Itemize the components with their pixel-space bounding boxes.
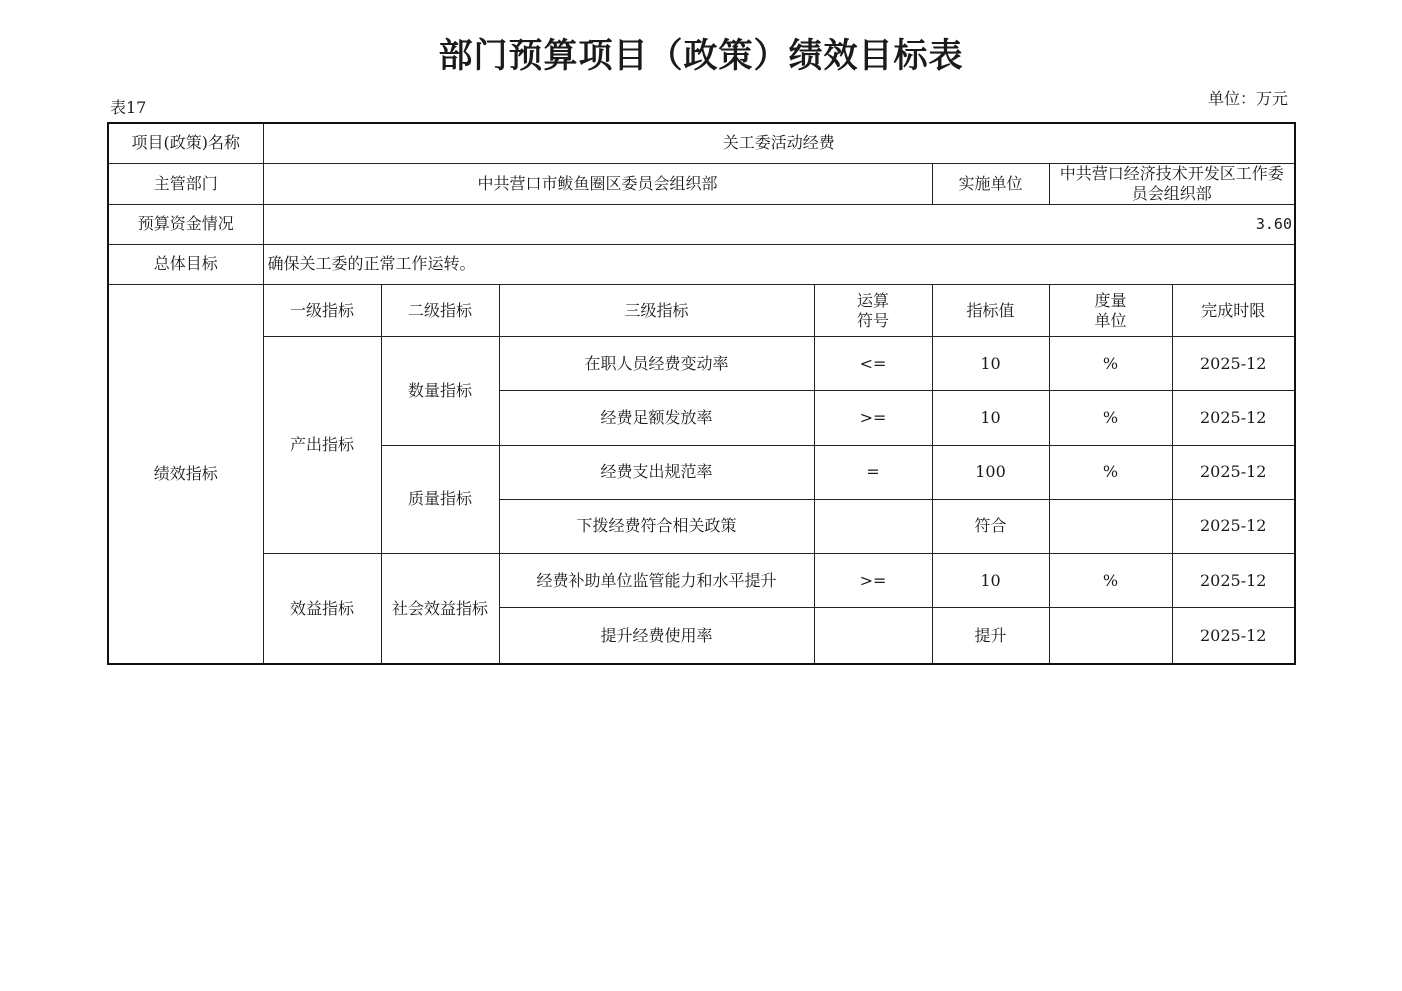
overall-goal-row	[108, 244, 1295, 284]
unit-label: 单位：万元	[1208, 89, 1289, 108]
indicator-deadline: 2025-12	[1172, 554, 1295, 608]
indicator-name: 经费支出规范率	[499, 445, 814, 499]
indicator-value: 100	[932, 445, 1049, 499]
indicator-deadline: 2025-12	[1172, 337, 1295, 391]
indicator-name: 经费补助单位监管能力和水平提升	[499, 554, 814, 608]
header-unit	[1049, 285, 1172, 337]
page-title: 部门预算项目（政策）绩效目标表	[438, 36, 964, 76]
budget-row	[108, 204, 1295, 244]
social-benefit-indicator-group: 社会效益指标	[381, 554, 499, 665]
implementing-unit-label: 实施单位	[932, 163, 1049, 204]
output-indicator-group: 产出指标	[263, 337, 381, 554]
indicator-name: 下拨经费符合相关政策	[499, 499, 814, 553]
indicator-value: 提升	[932, 608, 1049, 664]
header-operator-line1: 运算	[856, 290, 889, 310]
department-row	[108, 163, 1295, 204]
indicator-value: 符合	[932, 499, 1049, 553]
project-name-value: 关工委活动经费	[263, 123, 1295, 163]
indicator-value: 10	[932, 391, 1049, 445]
indicator-operator: <=	[814, 337, 932, 391]
header-level1: 一级指标	[263, 285, 381, 337]
indicator-deadline: 2025-12	[1172, 499, 1295, 553]
overall-goal-value: 确保关工委的正常工作运转。	[263, 244, 1295, 284]
header-operator-line2: 符号	[856, 310, 889, 330]
indicator-name: 提升经费使用率	[499, 608, 814, 664]
indicator-name: 经费足额发放率	[499, 391, 814, 445]
header-operator	[814, 285, 932, 337]
project-name-row	[108, 123, 1295, 163]
overall-goal-label: 总体目标	[108, 244, 263, 284]
indicator-unit	[1049, 499, 1172, 553]
header-deadline: 完成时限	[1172, 285, 1295, 337]
indicator-deadline: 2025-12	[1172, 445, 1295, 499]
implementing-unit-value: 中共营口经济技术开发区工作委员会组织部	[1049, 163, 1295, 204]
header-level3: 三级指标	[499, 285, 814, 337]
header-level2: 二级指标	[381, 285, 499, 337]
indicator-operator	[814, 608, 932, 664]
table-row	[108, 554, 1295, 608]
header-unit-line2: 单位	[1094, 310, 1127, 330]
department-value: 中共营口市鲅鱼圈区委员会组织部	[263, 163, 932, 204]
indicator-deadline: 2025-12	[1172, 391, 1295, 445]
indicator-name: 在职人员经费变动率	[499, 337, 814, 391]
indicator-header-row	[108, 285, 1295, 337]
table-number: 表17	[110, 98, 147, 117]
indicator-value: 10	[932, 554, 1049, 608]
indicator-unit: %	[1049, 337, 1172, 391]
performance-target-table	[107, 122, 1296, 665]
indicator-unit: %	[1049, 391, 1172, 445]
indicator-deadline: 2025-12	[1172, 608, 1295, 664]
table-row	[108, 337, 1295, 391]
project-name-label: 项目(政策)名称	[108, 123, 263, 163]
quantity-indicator-group: 数量指标	[381, 337, 499, 445]
indicator-unit: %	[1049, 445, 1172, 499]
quality-indicator-group: 质量指标	[381, 445, 499, 553]
department-label: 主管部门	[108, 163, 263, 204]
budget-value: 3.60	[263, 204, 1295, 244]
benefit-indicator-group: 效益指标	[263, 554, 381, 665]
indicator-operator: =	[814, 445, 932, 499]
budget-label: 预算资金情况	[108, 204, 263, 244]
indicator-operator: >=	[814, 391, 932, 445]
performance-indicators-label: 绩效指标	[108, 285, 263, 664]
indicator-operator: >=	[814, 554, 932, 608]
header-unit-line1: 度量	[1094, 290, 1127, 310]
indicator-unit: %	[1049, 554, 1172, 608]
indicator-value: 10	[932, 337, 1049, 391]
indicator-unit	[1049, 608, 1172, 664]
header-value: 指标值	[932, 285, 1049, 337]
indicator-operator	[814, 499, 932, 553]
